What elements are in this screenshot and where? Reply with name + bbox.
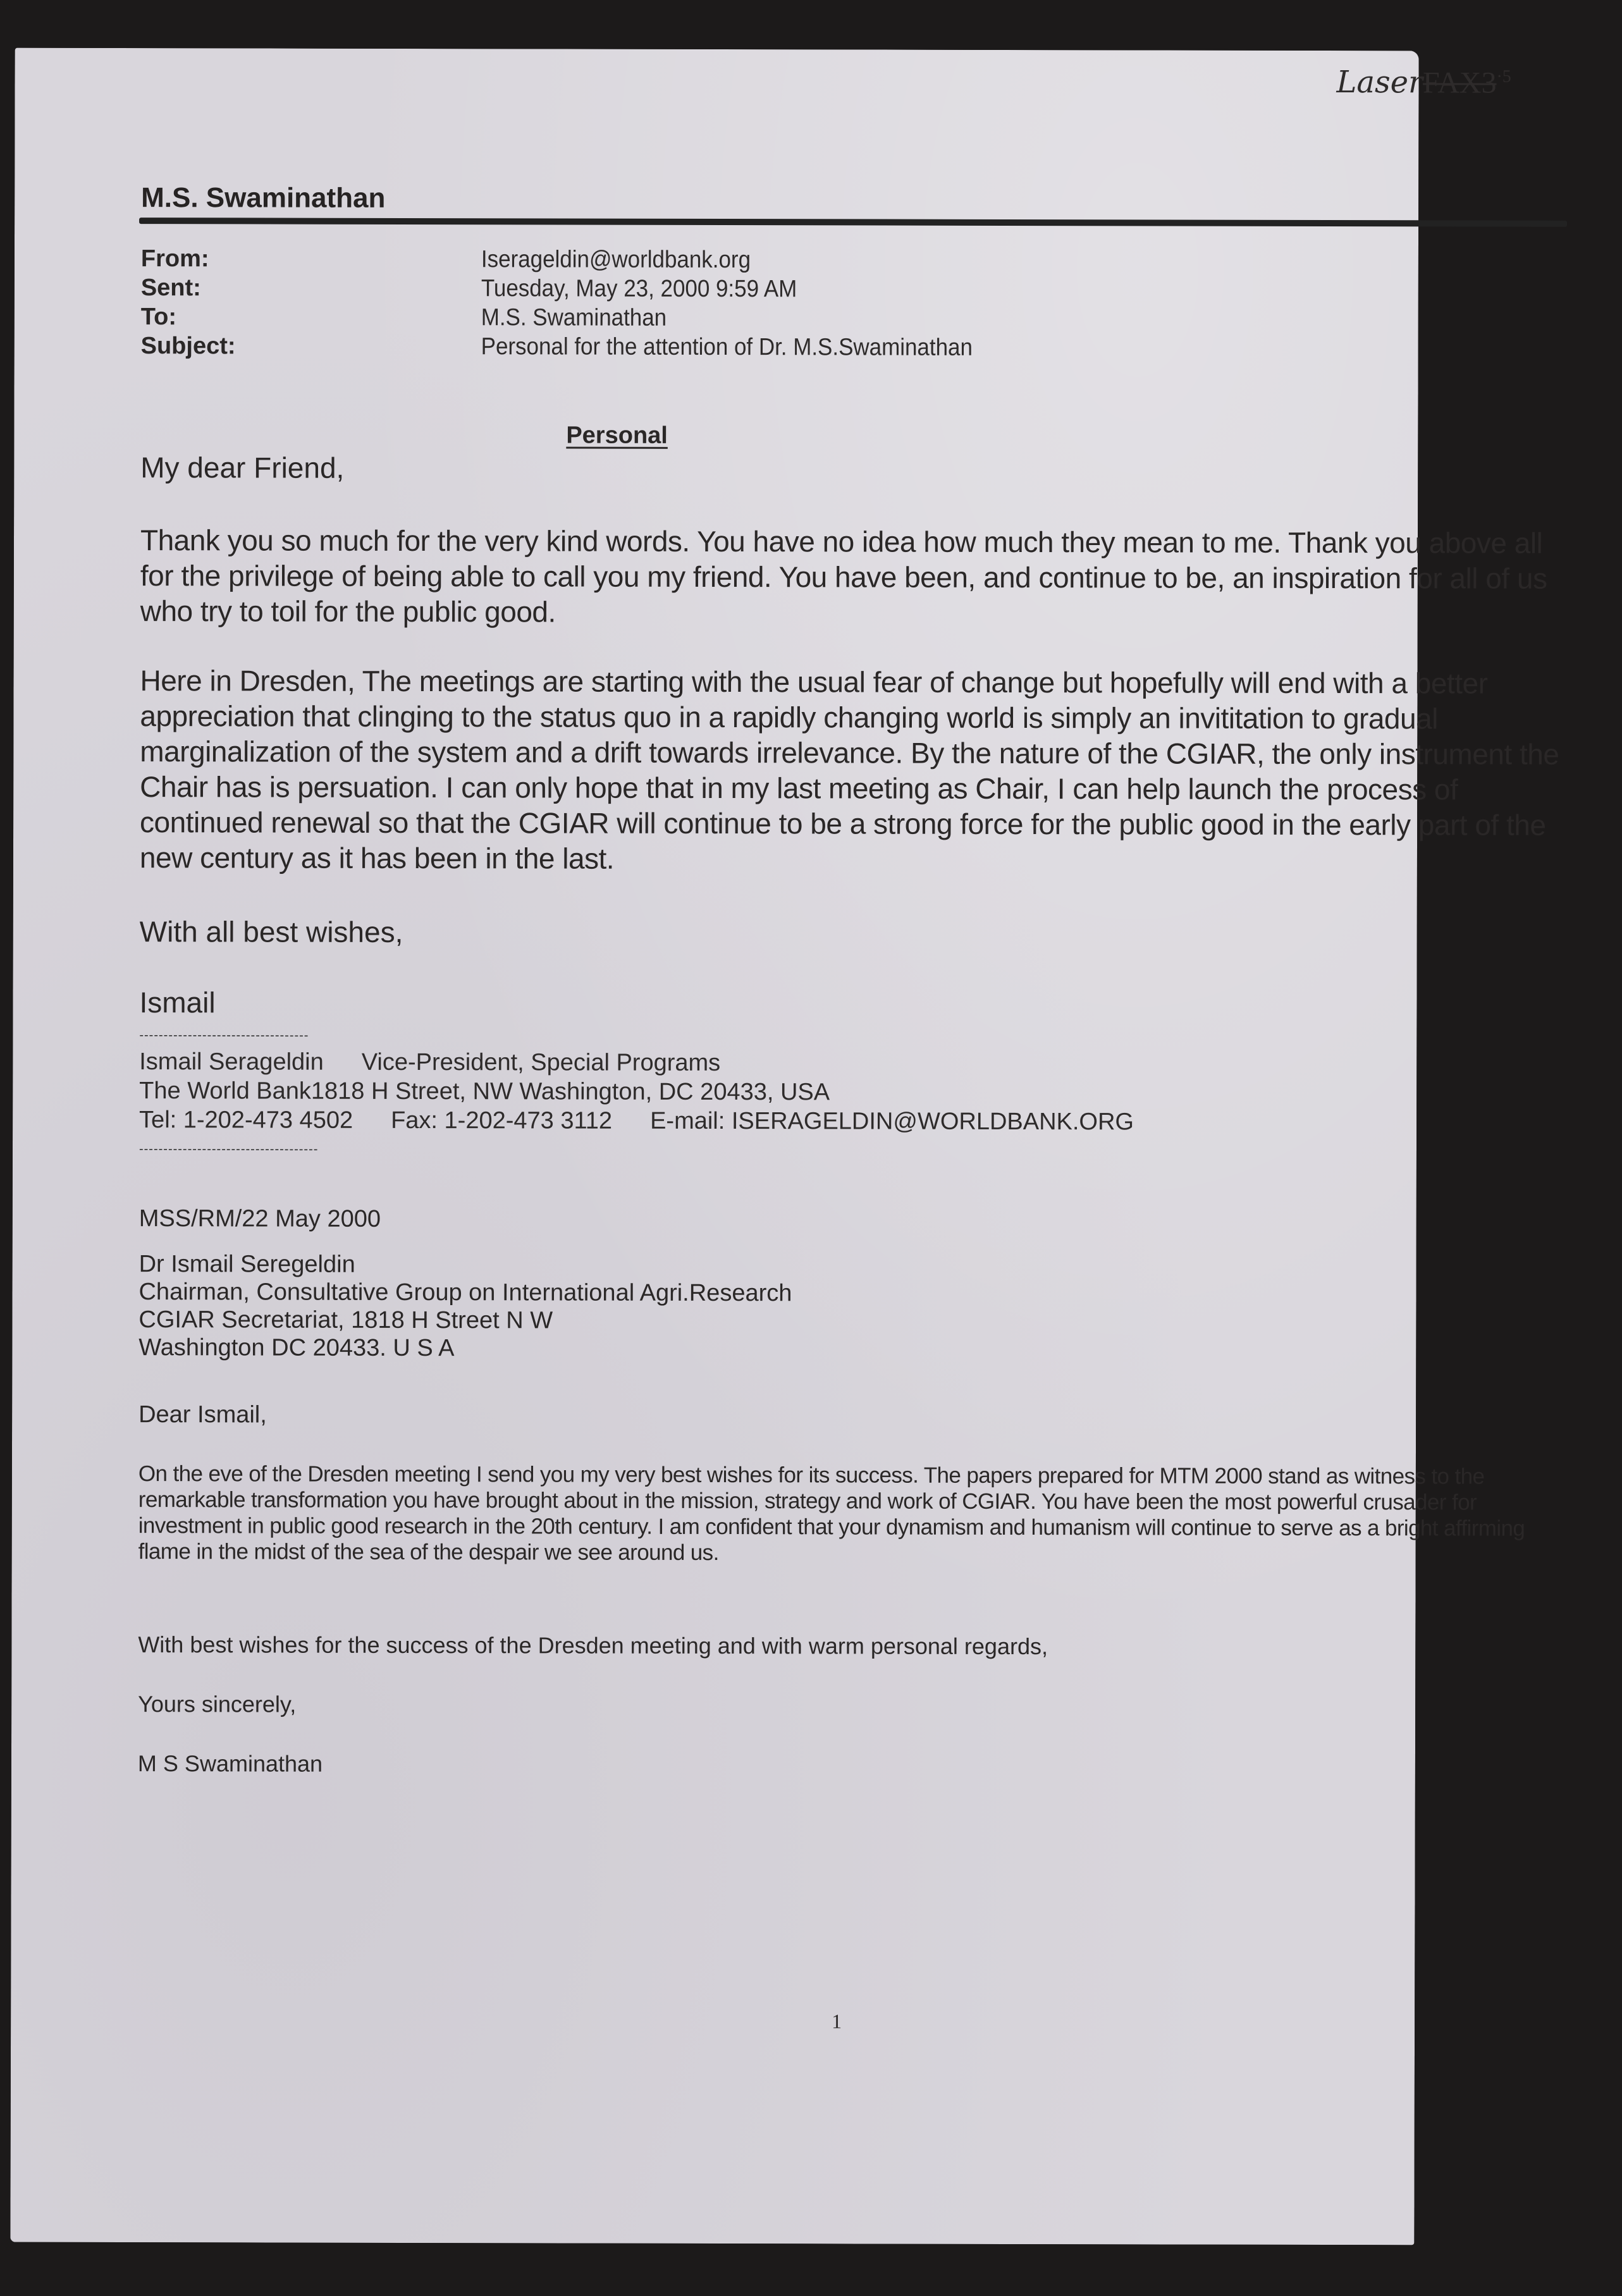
to-value: M.S. Swaminathan — [481, 304, 667, 331]
subject-label: Subject: — [140, 333, 236, 360]
fax-page — [10, 48, 1559, 2245]
letter-yours: Yours sincerely, — [138, 1691, 297, 1717]
sent-label: Sent: — [140, 274, 201, 302]
reply-signoff: Ismail — [139, 986, 216, 1019]
to-label: To: — [140, 304, 177, 331]
reply-salutation: My dear Friend, — [140, 451, 345, 484]
signature-name: Ismail Serageldin — [139, 1048, 324, 1076]
signature-divider-top: ----------------------------------- — [139, 1028, 309, 1043]
signature-tel: Tel: 1-202-473 4502 — [139, 1107, 353, 1134]
recipient-line: Chairman, Consultative Group on International Agri.Research — [138, 1279, 792, 1307]
reply-paragraph: Here in Dresden, The meetings are starting with the usual fear of change but hopefully will end with a better appreciation that clinging to the status quo in a rapidly changing world is simply an invititation to gradual marginalization of the system and a drift towards irrelevance. By the nature of the CGIAR, the only instrument the Chair has is persuation. I can only hope that in my last meeting as Chair, I can help launch the process of continued renewal so that the CGIAR will continue to be a strong force for the public good in the early part of the new century as it has been in the last. — [139, 664, 1559, 875]
signature-title: Vice-President, Special Programs — [361, 1048, 721, 1077]
letter-salutation: Dear Ismail, — [138, 1401, 267, 1428]
sent-value: Tuesday, May 23, 2000 9:59 AM — [481, 275, 797, 303]
letter-closing: With best wishes for the success of the Dresden meeting and with warm personal regards, — [138, 1631, 1048, 1660]
recipient-line: CGIAR Secretariat, 1818 H Street N W — [138, 1306, 553, 1334]
fax-stamp-superscript: ·5 — [1496, 66, 1511, 87]
signature-address: The World Bank1818 H Street, NW Washington, DC 20433, USA — [139, 1077, 830, 1106]
fax-stamp-script: Laser — [1336, 64, 1423, 101]
header-divider — [139, 218, 1567, 227]
reply-closing: With all best wishes, — [139, 915, 403, 948]
from-label: From: — [140, 245, 209, 273]
letter-signer: M S Swaminathan — [137, 1750, 323, 1777]
recipient-line: Dr Ismail Seregeldin — [138, 1251, 355, 1278]
email-sender-name: M.S. Swaminathan — [141, 182, 386, 214]
signature-name-title — [139, 1048, 720, 1077]
subject-value: Personal for the attention of Dr. M.S.Swaminathan — [481, 333, 973, 361]
letter-reference: MSS/RM/22 May 2000 — [138, 1205, 381, 1232]
signature-email: E-mail: ISERAGELDIN@WORLDBANK.ORG — [650, 1107, 1134, 1136]
signature-fax: Fax: 1-202-473 3112 — [391, 1107, 613, 1134]
personal-heading: Personal — [566, 422, 668, 449]
page-number: 1 — [832, 2010, 842, 2033]
signature-divider-bottom: ------------------------------------- — [138, 1142, 319, 1157]
fax-stamp-struck: FAX3 — [1422, 66, 1497, 100]
letter-body: On the eve of the Dresden meeting I send you my very best wishes for its success. The papers prepared for MTM 2000 stand as witness to the remarkable transformation you have brought about in the mission, strategy and work of CGIAR. You have been the most powerful crusader for investment in public good research in the 20th century. I am confident that your dynamism and humanism will continue to serve as a bright affirming flame in the midst of the sea of the despair we see around us. — [138, 1461, 1525, 1566]
from-value: Iserageldin@worldbank.org — [481, 246, 751, 274]
recipient-line: Washington DC 20433. U S A — [138, 1334, 455, 1362]
reply-paragraph: Thank you so much for the very kind words. You have no idea how much they mean to me. Thank you above all for the privilege of being able to call you my friend. You have been, and continue to be, an inspiration for all of us who try to toil for the public good. — [140, 524, 1547, 629]
signature-contacts — [139, 1107, 1134, 1136]
laserfax-stamp — [1336, 64, 1511, 101]
